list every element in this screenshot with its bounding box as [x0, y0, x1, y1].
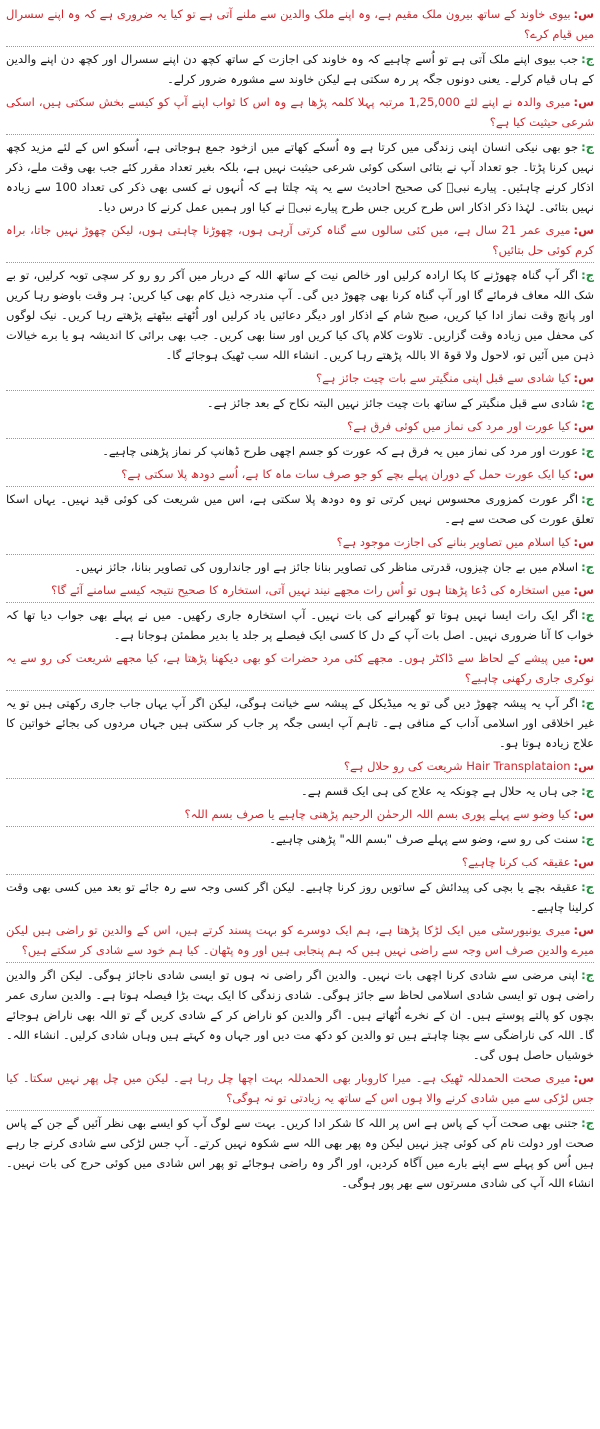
answer-text: عورت اور مرد کی نماز میں یہ فرق ہے کہ عورت کو جسم اچھی طرح ڈھانپ کر نماز پڑھنی چاہیے۔: [102, 444, 579, 458]
question: [6, 416, 594, 439]
question-text: میں استخارہ کی دُعا پڑھتا ہوں تو اُس رات مجھے نیند نہیں آتی، استخارہ کا صحیح نتیجہ کیسے سامنے آئے گا؟: [51, 583, 571, 597]
question-label: س:: [573, 223, 594, 237]
answer: [6, 49, 594, 89]
question-text: کیا عورت اور مرد کی نماز میں کوئی فرق ہے؟: [347, 419, 571, 433]
answer-label: ج:: [581, 696, 594, 710]
answer-text: شادی سے قبل منگیتر کے ساتھ بات چیت جائز نہیں البتہ نکاح کے بعد جائز ہے۔: [206, 396, 579, 410]
question-label: س:: [573, 807, 594, 821]
answer-label: ج:: [581, 396, 594, 410]
qa-item: [6, 920, 594, 1065]
question-text: کیا شادی سے قبل اپنی منگیتر سے بات چیت جائز ہے؟: [315, 371, 571, 385]
question-text: عقیقہ کب کرنا چاہیے؟: [461, 855, 571, 869]
qa-item: [6, 532, 594, 577]
question: [6, 756, 594, 779]
answer-label: ج:: [581, 444, 594, 458]
qa-item: [6, 368, 594, 413]
answer: [6, 393, 594, 413]
question: [6, 532, 594, 555]
qa-item: [6, 580, 594, 645]
answer: [6, 829, 594, 849]
answer-text: اسلام میں بے جان چیزوں، قدرتی مناظر کی تصاویر بنانا جائز ہے اور جانداروں کی تصاویر بنانا، جائز نہیں۔: [74, 560, 579, 574]
question-label: س:: [573, 7, 594, 21]
qa-item: [6, 756, 594, 801]
qa-item: [6, 852, 594, 917]
answer-label: ج:: [581, 52, 594, 66]
answer: [6, 693, 594, 753]
question-text: بیوی خاوند کے ساتھ بیرون ملک مقیم ہے، وہ اپنے ملک والدین سے ملنے آتی ہے تو کیا یہ ضروری ہے کہ وہ اپنے سسرال میں قیام کرے؟: [6, 7, 594, 41]
question: [6, 648, 594, 691]
answer: [6, 265, 594, 365]
qa-item: [6, 416, 594, 461]
answer-text: اگر ایک رات ایسا نہیں ہوتا تو گھبرانے کی بات نہیں۔ آپ استخارہ جاری رکھیں۔ میں نے پہلے بھی جواب دیا تھا کہ خواب کا آنا ضروری نہیں۔ اصل بات آپ کے دل کا کسی ایک فیصلے پر جلد یا بدیر مطمئن ہوجانا ہے۔: [6, 608, 594, 642]
question-label: س:: [573, 95, 594, 109]
question: [6, 368, 594, 391]
question: [6, 464, 594, 487]
question-label: س:: [573, 371, 594, 385]
answer-label: ج:: [581, 968, 594, 982]
answer-label: ج:: [581, 560, 594, 574]
answer: [6, 1113, 594, 1193]
question-text: کیا وضو سے پہلے پوری بسم اللہ الرحمٰن الرحیم پڑھنی چاہیے یا صرف بسم اللہ؟: [184, 807, 571, 821]
answer-text: جتنی بھی صحت آپ کے پاس ہے اس پر اللہ کا شکر ادا کریں۔ بہت سے لوگ آپ کو ایسے بھی نظر آئیں گے جن کے پاس صحت اور دولت نام کی کوئی چیز نہیں لیکن وہ پھر بھی اللہ سے شکوہ نہیں کرتے۔ آپ جس لڑکی سے شادی کرنے جا رہے ہیں اُس کو پہلے سے اپنے بارے میں آگاہ کردیں، اور اگر وہ راضی ہوجائے تو پھر اس شادی میں کوئی حرج کی بات نہیں۔ انشاء اللہ آپ کی شادی مسرتوں سے بھر پور ہوگی۔: [6, 1116, 594, 1190]
question: [6, 220, 594, 263]
question-label: س:: [573, 651, 594, 665]
answer: [6, 781, 594, 801]
qa-item: [6, 464, 594, 529]
answer: [6, 557, 594, 577]
question-text: میری عمر 21 سال ہے، میں کئی سالوں سے گناہ کرتی آرہی ہوں، چھوڑنا چاہتی ہوں، لیکن چھوڑ نہیں جاتا، براہ کرم کوئی حل بتائیں؟: [6, 223, 594, 257]
question-label: س:: [573, 855, 594, 869]
answer-text: عقیقہ بچے یا بچی کی پیدائش کے ساتویں روز کرنا چاہیے۔ لیکن اگر کسی وجہ سے رہ جائے تو بعد میں کسی بھی وقت کرلینا چاہیے۔: [6, 880, 594, 914]
answer-label: ج:: [581, 1116, 594, 1130]
question-text: میری صحت الحمدللہ ٹھیک ہے۔ میرا کاروبار بھی الحمدللہ بہت اچھا چل رہا ہے۔ لیکن میں چل پھر نہیں سکتا۔ کیا جس لڑکی سے میں شادی کرنے والا ہوں اس کے ساتھ یہ زیادتی تو نہ ہوگی؟: [6, 1071, 594, 1105]
answer-text: اگر عورت کمزوری محسوس نہیں کرتی تو وہ دودھ پلا سکتی ہے، اس میں شریعت کی کوئی قید نہیں۔ یہاں اسکا تعلق عورت کی صحت سے ہے۔: [6, 492, 594, 526]
question-text: کیا اسلام میں تصاویر بنانے کی اجازت موجود ہے؟: [336, 535, 571, 549]
question-label: س:: [573, 467, 594, 481]
answer-text: اگر آپ یہ پیشہ چھوڑ دیں گی تو یہ میڈیکل کے پیشہ سے خیانت ہوگی، لیکن اگر آپ یہاں جاب جاری رکھتی ہیں تو یہ غیر اخلاقی اور اسلامی آداب کے منافی ہے۔ تاہم آپ ایسی جگہ پر جاب کر سکتی ہیں جہاں مردوں کی بجائے خواتین کا علاج زیادہ ہوتا ہو۔: [6, 696, 594, 750]
answer: [6, 137, 594, 217]
question: [6, 92, 594, 135]
answer: [6, 605, 594, 645]
answer: [6, 965, 594, 1065]
answer-label: ج:: [581, 608, 594, 622]
answer-label: ج:: [581, 880, 594, 894]
question-label: س:: [573, 1071, 594, 1085]
answer-label: ج:: [581, 140, 594, 154]
question-label: س:: [573, 419, 594, 433]
question: [6, 4, 594, 47]
answer-label: ج:: [581, 492, 594, 506]
qa-item: [6, 4, 594, 89]
question: [6, 852, 594, 875]
answer-text: جب بیوی اپنے ملک آتی ہے تو اُسے چاہیے کہ وہ خاوند کی اجازت کے ساتھ کچھ دن اپنے سسرال اور کچھ دن اپنے والدین کے ہاں قیام کرلے۔ یعنی دونوں جگہ پر رہ سکتی ہے لیکن خاوند سے مشورہ ضرور کرلے۔: [6, 52, 594, 86]
qa-item: [6, 804, 594, 849]
qa-item: [6, 1068, 594, 1193]
question-label: س:: [573, 583, 594, 597]
qa-item: [6, 92, 594, 217]
question: [6, 1068, 594, 1111]
qa-item: [6, 220, 594, 365]
answer-text: جی ہاں یہ حلال ہے چونکہ یہ علاج کی ہی ایک قسم ہے۔: [300, 784, 579, 798]
question-label: س:: [573, 535, 594, 549]
answer-text: جو بھی نیکی انسان اپنی زندگی میں کرتا ہے وہ اُسکے کھاتے میں ازخود جمع ہوجاتی ہے، اُسکو اس کے لئے مزید کچھ نہیں کرنا پڑتا۔ جو تعداد آپ نے بتائی اسکی کوئی شرعی حیثیت نہیں ہے، بلکہ بغیر تعداد مقرر کئے جب بھی وقت ملے، ذکر اذکار کرنے چاہئیں۔ پیارے نبیؐ کی صحیح احادیث سے یہ پتہ چلتا ہے کہ اُنہوں نے کسی بھی ذکر کی تعداد 100 سے زیادہ نہیں بتائی۔ لہٰذا ذکر اذکار اس طرح کریں جس طرح پیارے نبیؐ نے کیا اور ہمیں عمل کرنے کا درس دیا۔: [6, 140, 594, 214]
answer-text: سنت کی رو سے، وضو سے پہلے صرف "بسم اللہ" پڑھنی چاہیے۔: [269, 832, 579, 846]
qa-item: [6, 648, 594, 753]
question-label: س:: [573, 759, 594, 773]
answer-text: اگر آپ گناہ چھوڑنے کا پکا ارادہ کرلیں اور خالص نیت کے ساتھ اللہ کے دربار میں آکر رو رو کر سچی توبہ کرلیں، تو بے شک اللہ معاف فرمائے گا اور آپ گناہ کرنا بھی چھوڑ دیں گی۔ آپ مندرجہ ذیل کام بھی کیا کریں: ہر وقت باوضو رہا کریں اور پانچ وقت نماز ادا کیا کریں، صبح شام کے اذکار اور دیگر دعائیں یاد کرلیں اور اُٹھتے بیٹھتے پڑھتے رہا کریں۔ نیک لوگوں کی محفل میں زیادہ وقت گزاریں۔ تلاوت کلام پاک کیا کریں اور سنا بھی کریں۔ جب بھی برائی کا اندیشہ ہو یا برے خیالات ذہن میں آئیں تو، لاحول ولا قوۃ الا باللہ پڑھتے رہا کریں۔ انشاء اللہ سب ٹھیک ہوجائے گا۔: [6, 268, 594, 362]
answer: [6, 489, 594, 529]
question-label: س:: [573, 923, 594, 937]
question-text: میں پیشے کے لحاظ سے ڈاکٹر ہوں۔ مجھے کئی مرد حضرات کو بھی دیکھنا پڑھتا ہے، کیا مجھے شریعت کی رو سے یہ نوکری جاری رکھنی چاہیے؟: [6, 651, 594, 685]
question: [6, 920, 594, 963]
question-text: میری یونیورسٹی میں ایک لڑکا پڑھتا ہے، ہم ایک دوسرے کو بہت پسند کرتے ہیں، اس کے والدین تو راضی ہیں لیکن میرے والدین صرف اس وجہ سے راضی نہیں ہیں کہ ہم پنجابی ہیں اور وہ پٹھان۔ کیا ہم خود سے شادی کر سکتے ہیں؟: [6, 923, 594, 957]
question: [6, 580, 594, 603]
answer: [6, 441, 594, 461]
question: [6, 804, 594, 827]
answer-label: ج:: [581, 268, 594, 282]
question-text: Hair Transplataion شریعت کی رو حلال ہے؟: [343, 759, 571, 773]
answer-label: ج:: [581, 832, 594, 846]
question-text: کیا ایک عورت حمل کے دوران پہلے بچے کو جو صرف سات ماہ کا ہے، اُسے دودھ پلا سکتی ہے؟: [121, 467, 571, 481]
question-text: میری والدہ نے اپنے لئے 1,25,000 مرتبہ پہلا کلمہ پڑھا ہے وہ اس کا ثواب اپنے آپ کو کیسے بخش سکتی ہیں، اسکی شرعی حیثیت کیا ہے؟: [6, 95, 594, 129]
answer: [6, 877, 594, 917]
answer-label: ج:: [581, 784, 594, 798]
answer-text: اپنی مرضی سے شادی کرنا اچھی بات نہیں۔ والدین اگر راضی نہ ہوں تو ایسی شادی ناجائز ہوگی۔ لیکن اگر والدین راضی ہوں تو ایسی شادی اسلامی لحاظ سے جائز ہوگی۔ شادی زندگی کا ایک بہت بڑا فیصلہ ہوتا ہے۔ والدین ساری عمر بچوں کو پالتے پوستے ہیں۔ ان کے نخرے اُٹھاتے ہیں۔ اگر والدین کو ناراض کر کے شادی کریں گے تو اللہ بھی ناراض ہوجائے گا۔ اللہ کی ناراضگی سے بچنا چاہتے ہیں تو والدین کو دکھ مت دیں اور جہاں وہ کہتے ہیں وہاں شادی کرلیں۔ انشاء اللہ۔ خوشیاں حاصل ہوں گی۔: [6, 968, 594, 1062]
